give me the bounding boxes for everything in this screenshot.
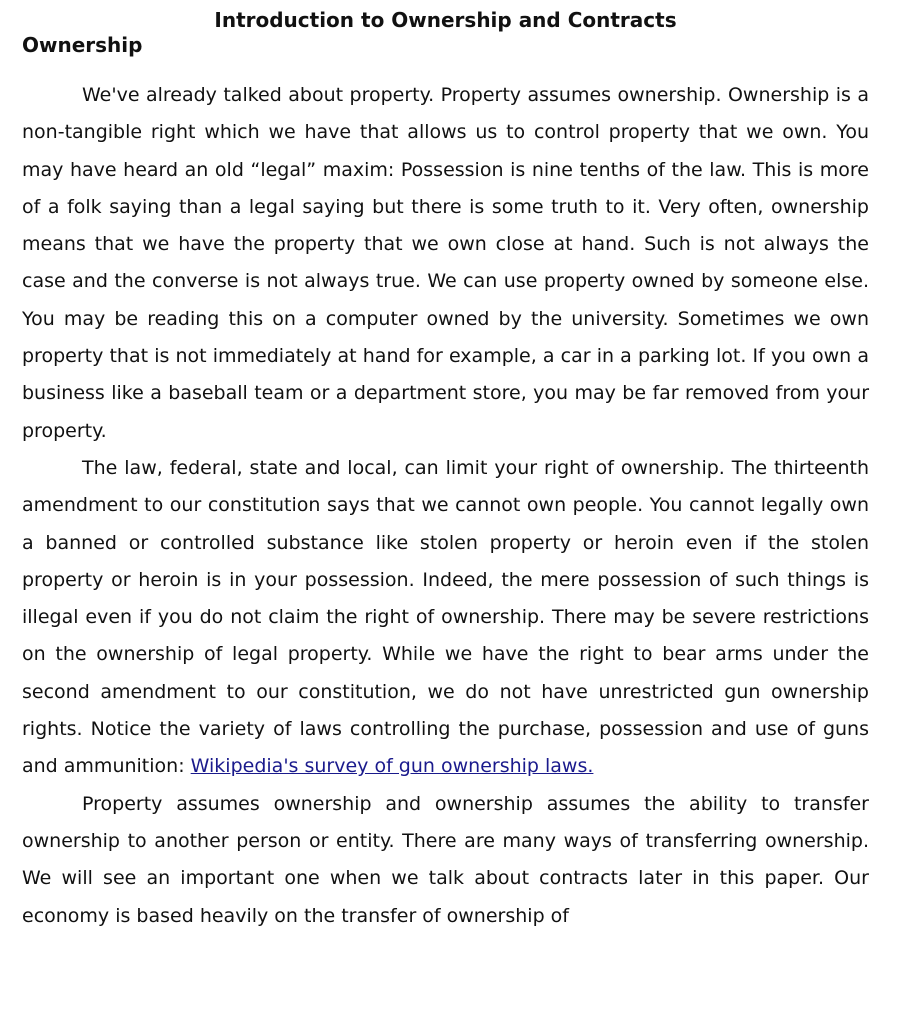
gun-ownership-laws-link[interactable]: Wikipedia's survey of gun ownership laws. [190,755,594,778]
section-heading-ownership: Ownership [22,33,143,57]
body-text [22,77,869,935]
paragraph-text: Property assumes ownership and ownership assumes the ability to transfer ownership to another person or entity. There are many ways of transferring ownership. We will see an important one when we talk about contracts later in this paper. Our economy is based heavily on the transfer of ownership of [22,792,869,927]
paragraph-ownership-limits [22,450,869,786]
paragraph-transfer-ownership [22,786,869,935]
paragraph-text: The law, federal, state and local, can limit your right of ownership. The thirteenth amendment to our constitution says that we cannot own people. You cannot legally own a banned or controlled substance like stolen property or heroin even if the stolen property or heroin is in your possession. Indeed, the mere possession of such things is illegal even if you do not claim the right of ownership. There may be severe restrictions on the ownership of legal property. While we have the right to bear arms under the second amendment to our constitution, we do not have unrestricted gun ownership rights. Notice the variety of laws controlling the purchase, possession and use of guns and ammunition: [22,456,869,778]
document-title: Introduction to Ownership and Contracts [214,8,677,32]
paragraph-text: We've already talked about property. Property assumes ownership. Ownership is a non-tangible right which we have that allows us to control property that we own. You may have heard an old “legal” maxim: Possession is nine tenths of the law. This is more of a folk saying than a legal saying but there is some truth to it. Very often, ownership means that we have the property that we own close at hand. Such is not always the case and the converse is not always true. We can use property owned by someone else. You may be reading this on a computer owned by the university. Sometimes we own property that is not immediately at hand for example, a car in a parking lot. If you own a business like a baseball team or a department store, you may be far removed from your property. [22,84,869,442]
document-page [22,0,869,935]
paragraph-property-ownership [22,77,869,450]
